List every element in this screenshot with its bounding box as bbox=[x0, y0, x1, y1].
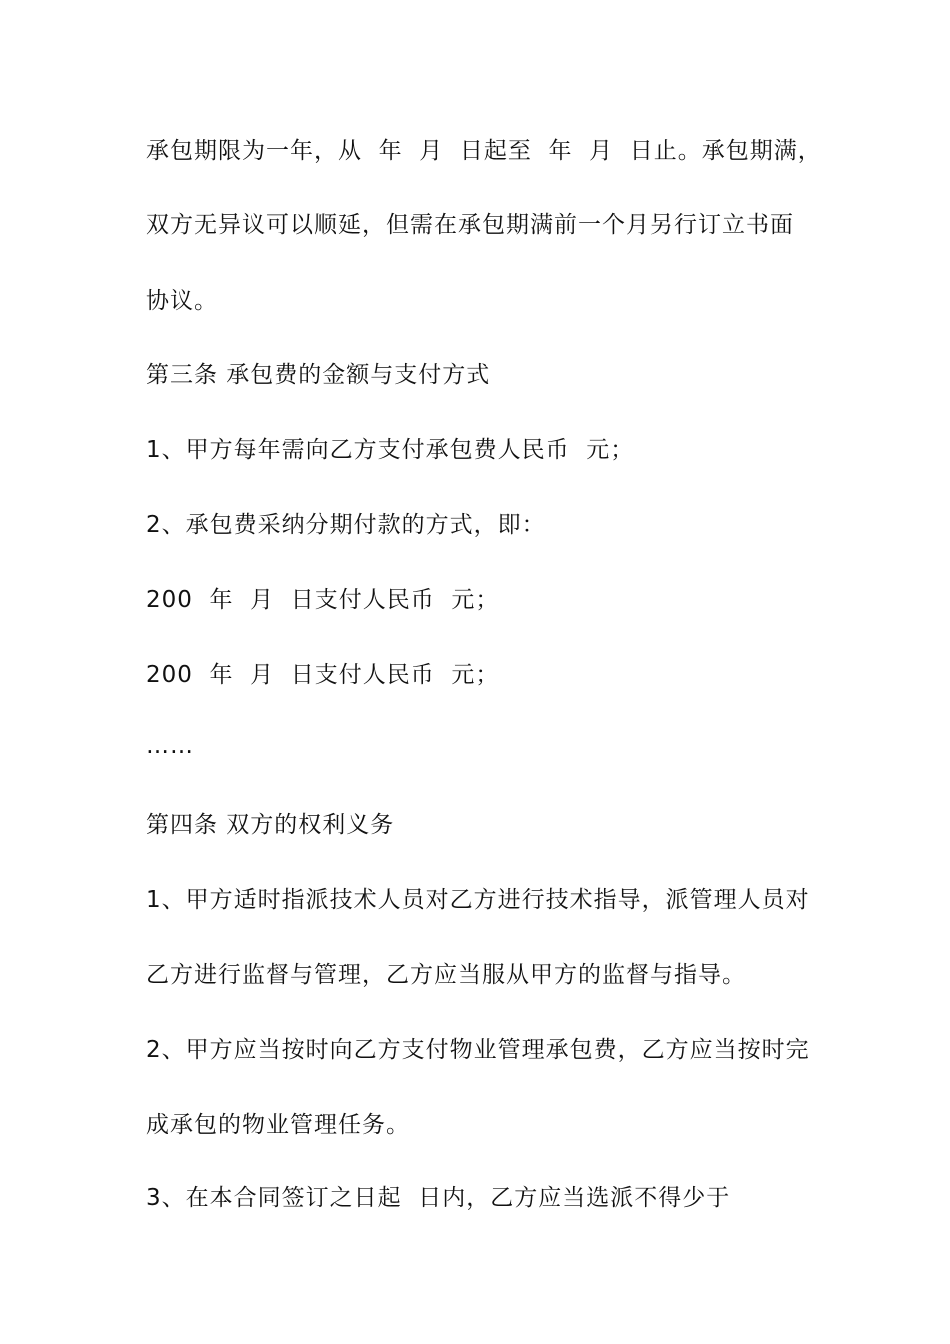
paragraph-line: 协议。 bbox=[146, 288, 218, 314]
paragraph-line: 成承包的物业管理任务。 bbox=[146, 1112, 410, 1138]
list-item: 2、承包费采纳分期付款的方式，即： bbox=[146, 512, 546, 538]
list-item: 3、在本合同签订之日起 日内，乙方应当选派不得少于 bbox=[146, 1185, 731, 1211]
paragraph-line: 双方无异议可以顺延，但需在承包期满前一个月另行订立书面 bbox=[146, 212, 794, 238]
paragraph-line: 乙方进行监督与管理，乙方应当服从甲方的监督与指导。 bbox=[146, 962, 746, 988]
list-item: 2、甲方应当按时向乙方支付物业管理承包费，乙方应当按时完 bbox=[146, 1037, 810, 1063]
payment-schedule-line: 200 年 月 日支付人民币 元； bbox=[146, 587, 500, 613]
section-heading-article-3: 第三条 承包费的金额与支付方式 bbox=[146, 362, 491, 388]
list-item: 1、甲方适时指派技术人员对乙方进行技术指导，派管理人员对 bbox=[146, 887, 810, 913]
ellipsis-line: …… bbox=[146, 733, 194, 759]
payment-schedule-line: 200 年 月 日支付人民币 元； bbox=[146, 662, 500, 688]
paragraph-line: 承包期限为一年，从 年 月 日起至 年 月 日止。承包期满， bbox=[146, 138, 822, 164]
section-heading-article-4: 第四条 双方的权利义务 bbox=[146, 812, 395, 838]
list-item: 1、甲方每年需向乙方支付承包费人民币 元； bbox=[146, 437, 635, 463]
